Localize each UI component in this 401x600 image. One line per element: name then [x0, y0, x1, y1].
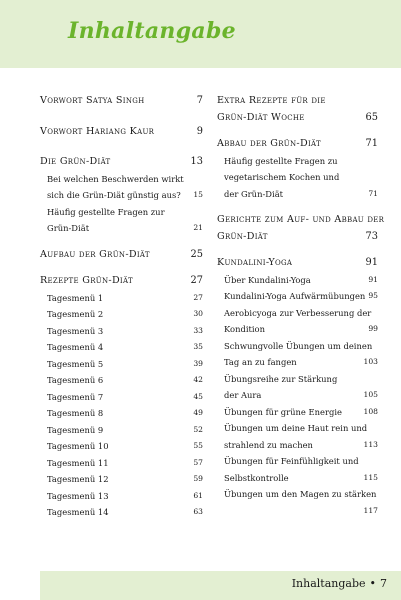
toc-page-number: 103	[363, 357, 378, 366]
toc-entry-title: sich die Grün-Diät günstig aus?	[47, 190, 181, 200]
toc-subentry[interactable]	[217, 371, 378, 388]
toc-subentry[interactable]	[217, 305, 378, 322]
toc-page-number: 35	[193, 342, 203, 351]
toc-page-number: 57	[193, 457, 203, 467]
toc-page-number: 39	[193, 358, 203, 368]
toc-spacer	[40, 237, 203, 247]
toc-chapter-entry[interactable]	[217, 110, 378, 127]
toc-entry-title: strahlend zu machen	[224, 439, 313, 450]
footer-text: Inhaltangabe	[291, 577, 366, 590]
toc-subentry[interactable]	[40, 504, 203, 521]
toc-page-number: 117	[363, 505, 378, 515]
toc-subentry[interactable]	[40, 471, 203, 488]
toc-page-number: 105	[363, 390, 378, 399]
toc-chapter-entry[interactable]	[40, 273, 203, 290]
toc-page-number: 15	[193, 190, 203, 199]
toc-entry-title: Tagesmenü 3	[47, 325, 104, 336]
toc-subentry[interactable]	[217, 503, 378, 520]
toc-page-number: 99	[368, 324, 378, 333]
toc-subentry[interactable]	[217, 169, 378, 186]
toc-entry-title: Grün-Diät Woche	[217, 111, 305, 123]
toc-entry-title: Übungsreihe zur Stärkung	[224, 373, 338, 384]
toc-entry-title: Vorwort Satya Singh	[40, 95, 145, 106]
toc-subentry[interactable]	[40, 339, 203, 356]
toc-page-number: 59	[193, 474, 203, 483]
toc-subentry[interactable]	[217, 153, 378, 170]
toc-entry-title: Tagesmenü 4	[47, 342, 104, 352]
toc-subentry[interactable]	[217, 321, 378, 338]
toc-chapter-entry[interactable]	[40, 124, 203, 141]
toc-subentry[interactable]	[217, 420, 378, 437]
toc-subentry[interactable]	[217, 338, 378, 355]
toc-chapter-entry[interactable]	[40, 93, 203, 110]
toc-page-number: 61	[193, 490, 203, 500]
toc-entry-title: Tagesmenü 1	[47, 292, 104, 303]
toc-spacer	[217, 126, 378, 136]
toc-subentry[interactable]	[40, 372, 203, 389]
toc-entry-title: Häufig gestellte Fragen zur	[47, 206, 165, 217]
toc-subentry[interactable]	[217, 453, 378, 470]
toc-page-number: 108	[363, 406, 378, 416]
toc-chapter-entry[interactable]	[217, 212, 385, 229]
toc-page-number: 13	[190, 156, 203, 167]
toc-subentry[interactable]	[40, 290, 203, 307]
toc-subentry[interactable]	[40, 323, 203, 340]
toc-entry-title: Kundalini-Yoga	[217, 257, 293, 268]
toc-page-number: 7	[196, 95, 203, 106]
toc-entry-title: Kundalini-Yoga Aufwärmübungen	[224, 291, 366, 301]
toc-entry-title: Schwungvolle Übungen um deinen	[224, 340, 373, 351]
toc-subentry[interactable]	[40, 422, 203, 439]
toc-entry-title: Selbstkontrolle	[224, 472, 289, 483]
toc-subentry[interactable]	[40, 204, 203, 221]
toc-right-column	[217, 93, 385, 519]
page-number: 7	[380, 577, 387, 590]
toc-subentry[interactable]	[217, 437, 378, 454]
toc-chapter-entry[interactable]	[40, 154, 203, 171]
toc-entry-title: der Aura	[224, 390, 262, 400]
toc-page-number: 45	[193, 391, 203, 401]
toc-entry-title: Tagesmenü 13	[47, 490, 109, 501]
toc-entry-title: Tagesmenü 7	[47, 391, 104, 402]
toc-chapter-entry[interactable]	[217, 255, 378, 272]
toc-page-number: 55	[193, 441, 203, 450]
toc-entry-title: Tagesmenü 14	[47, 507, 109, 517]
toc-page-number: 91	[365, 257, 378, 268]
toc-spacer	[217, 202, 378, 212]
toc-subentry[interactable]	[40, 171, 203, 188]
toc-page-number: 42	[193, 375, 203, 384]
toc-subentry[interactable]	[40, 220, 203, 237]
toc-subentry[interactable]	[40, 356, 203, 373]
toc-subentry[interactable]	[40, 389, 203, 406]
toc-spacer	[217, 245, 378, 255]
toc-entry-title: Grün-Diät	[47, 223, 90, 233]
toc-entry-title: Tagesmenü 8	[47, 408, 104, 418]
toc-entry-title: Tag an zu fangen	[224, 357, 297, 367]
toc-subentry[interactable]	[40, 405, 203, 422]
toc-entry-title: vegetarischem Kochen und	[224, 172, 340, 182]
toc-entry-title: Tagesmenü 11	[47, 457, 109, 468]
toc-page-number: 71	[368, 188, 378, 198]
toc-subentry[interactable]	[217, 354, 378, 371]
toc-entry-title: Über Kundalini-Yoga	[224, 274, 311, 285]
toc-chapter-entry[interactable]	[217, 136, 378, 153]
toc-chapter-entry[interactable]	[217, 229, 378, 246]
toc-entry-title: Tagesmenü 6	[47, 375, 104, 385]
toc-entry-title: Tagesmenü 5	[47, 358, 104, 369]
toc-page-number: 95	[368, 291, 378, 300]
toc-entry-title: Extra Rezepte für die	[217, 95, 326, 106]
toc-entry-title: Kondition	[224, 324, 265, 334]
toc-page-number: 27	[193, 292, 203, 302]
toc-chapter-entry[interactable]	[217, 93, 378, 110]
toc-entry-title: Tagesmenü 9	[47, 424, 104, 435]
toc-entry-title: Aerobicyoga zur Verbesserung der	[224, 307, 372, 318]
toc-entry-title: Rezepte Grün-Diät	[40, 275, 133, 286]
toc-entry-title: Grün-Diät	[217, 230, 268, 242]
toc-page-number: 73	[365, 230, 378, 242]
toc-subentry[interactable]	[217, 288, 378, 305]
toc-entry-title: Abbau der Grün-Diät	[217, 138, 321, 149]
toc-page-number: 63	[193, 507, 203, 516]
toc-entry-title: Übungen um deine Haut rein und	[224, 423, 368, 433]
toc-page-number: 49	[193, 408, 203, 417]
toc-entry-title: Tagesmenü 10	[47, 441, 109, 451]
toc-page-number: 52	[193, 424, 203, 434]
toc-page-number: 115	[363, 472, 378, 482]
toc-page-number: 27	[190, 275, 203, 286]
toc-subentry[interactable]	[40, 306, 203, 323]
toc-subentry[interactable]	[217, 272, 378, 289]
toc-chapter-entry[interactable]	[40, 247, 203, 264]
toc-entry-title: Häufig gestellte Fragen zu	[224, 155, 338, 166]
footer-bullet: •	[369, 577, 376, 590]
toc-page-number: 113	[363, 439, 378, 449]
toc-spacer	[40, 110, 203, 124]
toc-spacer	[40, 140, 203, 154]
toc-entry-title: Tagesmenü 2	[47, 309, 104, 319]
toc-entry-title: Aufbau der Grün-Diät	[40, 248, 150, 260]
toc-page-number: 30	[193, 309, 203, 318]
toc-entry-title: Gerichte zum Auf- und Abbau der	[217, 214, 385, 225]
toc-subentry[interactable]	[217, 470, 378, 487]
toc-page-number: 91	[368, 274, 378, 284]
toc-entry-title: der Grün-Diät	[224, 188, 284, 199]
toc-spacer	[40, 263, 203, 273]
toc-subentry[interactable]	[40, 455, 203, 472]
toc-subentry[interactable]	[40, 488, 203, 505]
toc-subentry[interactable]	[217, 404, 378, 421]
toc-page-number: 9	[196, 125, 203, 137]
toc-page-number: 33	[193, 325, 203, 335]
toc-subentry[interactable]	[217, 486, 378, 503]
toc-subentry[interactable]	[217, 186, 378, 203]
toc-page-number: 21	[193, 223, 203, 232]
toc-subentry[interactable]	[217, 387, 378, 404]
toc-page-number: 71	[365, 138, 378, 149]
page-title: Inhaltangabe	[68, 18, 236, 44]
toc-page-number: 65	[365, 111, 378, 123]
toc-entry-title: Übungen für grüne Energie	[224, 406, 342, 417]
toc-entry-title: Tagesmenü 12	[47, 474, 109, 484]
toc-entry-title: Übungen um den Magen zu stärken	[224, 489, 377, 499]
toc-entry-title: Vorwort Hariang Kaur	[40, 125, 155, 137]
page-footer	[292, 577, 387, 590]
toc-page-number: 25	[190, 248, 203, 260]
toc-subentry[interactable]	[40, 187, 203, 204]
toc-entry-title: Bei welchen Beschwerden wirkt	[47, 173, 184, 184]
toc-entry-title: Die Grün-Diät	[40, 156, 111, 167]
toc-left-column	[40, 93, 203, 521]
toc-entry-title: Übungen für Feinfühligkeit und	[224, 456, 359, 466]
toc-subentry[interactable]	[40, 438, 203, 455]
